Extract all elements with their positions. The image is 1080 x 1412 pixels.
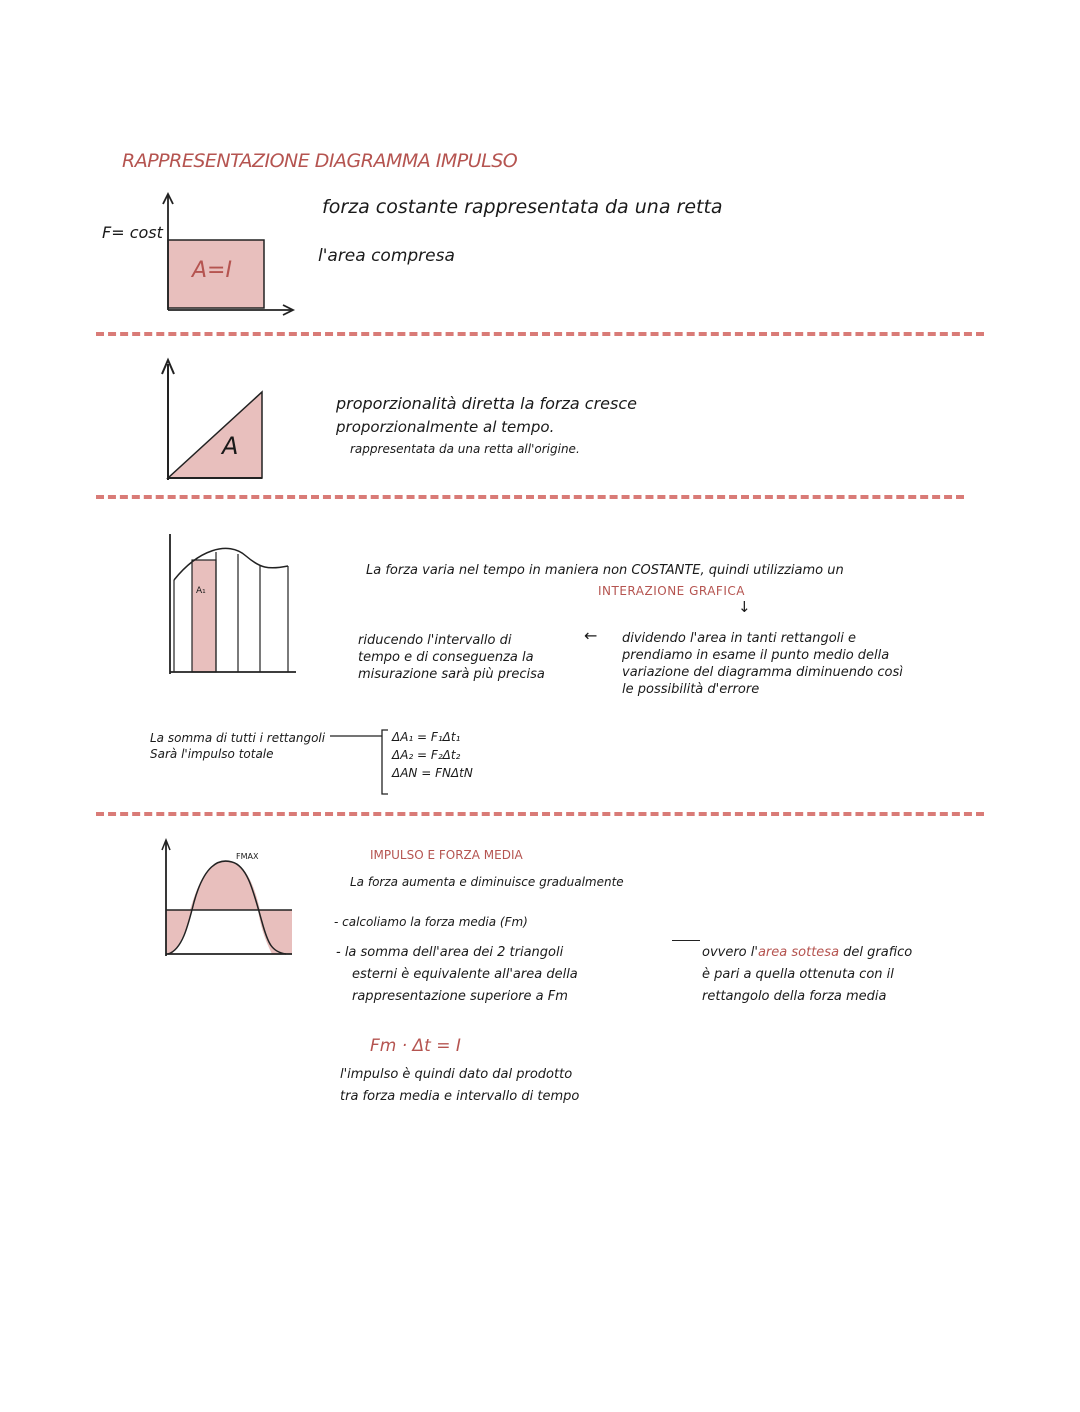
constant-force-text-line2: l'area compresa <box>318 246 455 266</box>
section-divider <box>96 495 964 499</box>
average-force-heading: IMPULSO E FORZA MEDIA <box>370 848 523 862</box>
section-divider <box>96 332 984 336</box>
fmax-label: FMAX <box>236 852 259 861</box>
proportional-text-line2: proporzionalmente al tempo. <box>336 418 555 436</box>
page-title: RAPPRESENTAZIONE DIAGRAMMA IMPULSO <box>122 150 518 172</box>
variable-force-intro: La forza varia nel tempo in maniera non COSTANTE, quindi utilizziamo un <box>366 563 844 578</box>
triangle-area-label: A <box>222 432 239 460</box>
proportional-force-diagram <box>150 354 270 489</box>
average-force-diagram <box>160 838 305 968</box>
first-rectangle-label: A₁ <box>196 586 206 596</box>
down-arrow-icon: ↓ <box>738 598 751 616</box>
proportional-text-line1: proporzionalità diretta la forza cresce <box>336 394 637 413</box>
section-divider <box>96 812 984 816</box>
right-arrow-line <box>672 940 700 941</box>
conclusion: l'impulso è quindi dato dal prodotto tra forza media e intervallo di tempo <box>340 1067 580 1104</box>
right-note: dividendo l'area in tanti rettangoli e prendiamo in esame il punto medio della variazione del diagramma diminuendo così le possibilità d'errore <box>622 631 903 697</box>
sum-note: La somma di tutti i rettangoli Sarà l'impulso totale <box>150 731 326 761</box>
average-force-intro: La forza aumenta e diminuisce gradualmente <box>350 875 624 889</box>
constant-force-text-line1: forza costante rappresentata da una retta <box>322 196 723 218</box>
area-note: ovvero l'area sottesa del grafico è pari a quella ottenuta con il rettangolo della forza media <box>702 945 913 1004</box>
bullet-triangles: - la somma dell'area dei 2 triangoli esterni è equivalente all'area della rappresentazione superiore a Fm <box>336 945 578 1004</box>
proportional-text-line3: rappresentata da una retta all'origine. <box>350 442 580 456</box>
constant-force-label: F= cost <box>102 223 163 242</box>
left-note: riducendo l'intervallo di tempo e di conseguenza la misurazione sarà più precisa <box>358 633 545 682</box>
impulse-formulas: ΔA₁ = F₁Δt₁ ΔA₂ = F₂Δt₂ ΔAN = FNΔtN <box>392 730 473 780</box>
bullet-average-force: - calcoliamo la forza media (Fm) <box>334 915 528 929</box>
impulse-area-label: A=I <box>192 258 232 283</box>
variable-force-rectangles-diagram <box>168 530 298 680</box>
graphic-interaction-label: INTERAZIONE GRAFICA <box>598 584 745 598</box>
constant-force-diagram <box>150 188 300 318</box>
left-arrow-icon: ← <box>584 626 598 645</box>
bracket-connector <box>330 726 390 798</box>
impulse-formula: Fm · Δt = I <box>370 1036 461 1056</box>
